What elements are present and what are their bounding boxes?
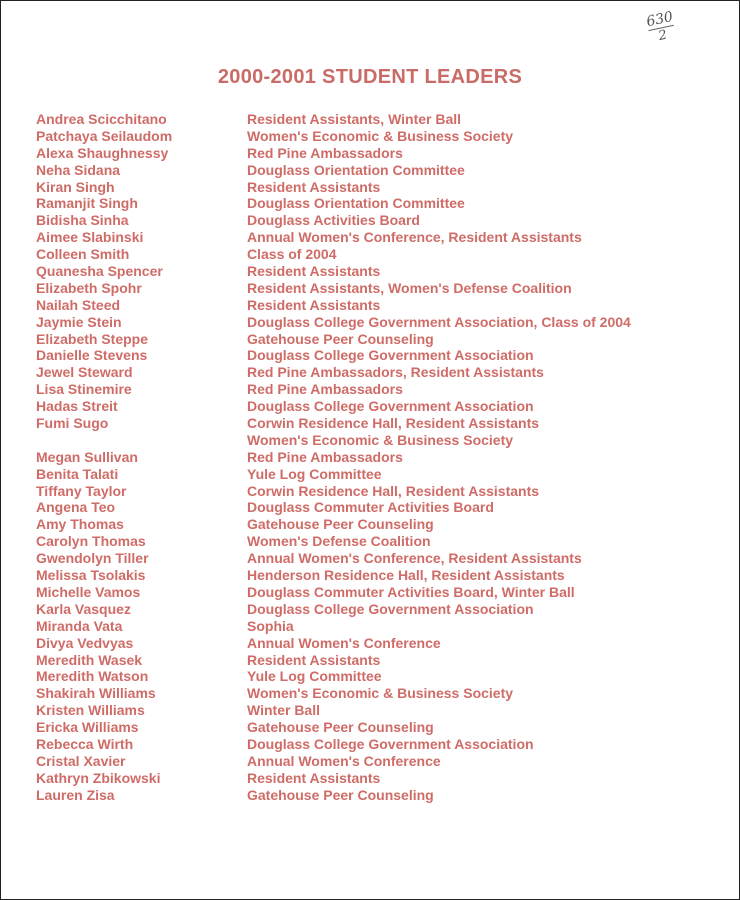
leader-organizations: Douglass Commuter Activities Board, Winter Ball	[247, 583, 575, 600]
leader-organizations: Gatehouse Peer Counseling	[247, 786, 434, 803]
leader-name: Colleen Smith	[36, 246, 130, 263]
leader-organizations: Douglass College Government Association, Class of 2004	[247, 313, 631, 330]
leader-row	[36, 770, 716, 787]
leader-name: Tiffany Taylor	[36, 482, 127, 499]
leader-row	[36, 246, 716, 263]
leader-organizations: Douglass College Government Association	[247, 347, 534, 364]
leader-name: Carolyn Thomas	[36, 533, 146, 550]
leader-row	[36, 229, 716, 246]
leader-organizations: Annual Women's Conference, Resident Assistants	[247, 229, 582, 246]
leader-row	[36, 145, 716, 162]
leader-name: Megan Sullivan	[36, 448, 138, 465]
leader-row	[36, 668, 716, 685]
leader-organizations: Gatehouse Peer Counseling	[247, 516, 434, 533]
leader-name: Elizabeth Spohr	[36, 279, 142, 296]
leader-name: Fumi Sugo	[36, 415, 109, 432]
leader-name: Danielle Stevens	[36, 347, 148, 364]
leader-organizations: Resident Assistants	[247, 651, 381, 668]
leader-row	[36, 297, 716, 314]
leader-row	[36, 567, 716, 584]
leader-row	[36, 499, 716, 516]
leader-row	[36, 736, 716, 753]
leader-organizations: Douglass Orientation Committee	[247, 195, 465, 212]
leader-row	[36, 635, 716, 652]
leader-row	[36, 381, 716, 398]
leader-name: Neha Sidana	[36, 161, 121, 178]
leader-name: Lisa Stinemire	[36, 381, 132, 398]
leader-organizations: Gatehouse Peer Counseling	[247, 330, 434, 347]
leader-row	[36, 331, 716, 348]
leader-name: Cristal Xavier	[36, 752, 126, 769]
leader-name: Kiran Singh	[36, 178, 115, 195]
leader-row	[36, 162, 716, 179]
leader-row	[36, 550, 716, 567]
leader-name: Bidisha Sinha	[36, 212, 129, 229]
leader-organizations: Corwin Residence Hall, Resident Assistants	[247, 415, 540, 432]
leader-row	[36, 432, 716, 449]
leader-row	[36, 652, 716, 669]
leader-name: Divya Vedvyas	[36, 634, 134, 651]
leader-organizations: Women's Economic & Business Society	[247, 431, 514, 448]
leader-row	[36, 601, 716, 618]
leader-name: Quanesha Spencer	[36, 263, 163, 280]
leader-name: Hadas Streit	[36, 398, 118, 415]
page-number-denominator: 2	[657, 27, 669, 44]
leader-row	[36, 516, 716, 533]
leader-organizations: Resident Assistants, Women's Defense Coalition	[247, 279, 572, 296]
leader-row	[36, 618, 716, 635]
leader-row	[36, 263, 716, 280]
leader-organizations: Douglass Commuter Activities Board	[247, 499, 494, 516]
leader-organizations: Annual Women's Conference	[247, 752, 441, 769]
leader-organizations: Yule Log Committee	[247, 668, 382, 685]
leader-name: Rebecca Wirth	[36, 735, 134, 752]
leader-name: Patchaya Seilaudom	[36, 127, 173, 144]
leader-organizations: Gatehouse Peer Counseling	[247, 719, 434, 736]
leader-name: Melissa Tsolakis	[36, 567, 146, 584]
leader-organizations: Yule Log Committee	[247, 465, 382, 482]
leader-name: Jaymie Stein	[36, 313, 122, 330]
leader-row	[36, 179, 716, 196]
leader-name: Gwendolyn Tiller	[36, 550, 149, 567]
leader-row	[36, 719, 716, 736]
leader-organizations: Douglass Orientation Committee	[247, 161, 465, 178]
leader-organizations: Class of 2004	[247, 246, 337, 263]
leader-organizations: Winter Ball	[247, 702, 320, 719]
leader-row	[36, 702, 716, 719]
leader-organizations: Henderson Residence Hall, Resident Assistants	[247, 567, 565, 584]
leader-name: Jewel Steward	[36, 364, 133, 381]
leader-name: Miranda Vata	[36, 617, 123, 634]
leader-organizations: Red Pine Ambassadors	[247, 381, 403, 398]
leader-organizations: Annual Women's Conference, Resident Assistants	[247, 550, 582, 567]
leader-row	[36, 787, 716, 804]
leader-organizations: Red Pine Ambassadors, Resident Assistants	[247, 364, 544, 381]
leader-row	[36, 685, 716, 702]
leader-organizations: Women's Defense Coalition	[247, 533, 431, 550]
leader-row	[36, 483, 716, 500]
leader-name: Kristen Williams	[36, 702, 145, 719]
leader-row	[36, 314, 716, 331]
page-title: 2000-2001 STUDENT LEADERS	[217, 66, 523, 88]
leader-row	[36, 466, 716, 483]
leader-row	[36, 212, 716, 229]
leader-organizations: Douglass Activities Board	[247, 212, 420, 229]
leader-organizations: Resident Assistants	[247, 263, 381, 280]
leader-row	[36, 347, 716, 364]
leader-row	[36, 128, 716, 145]
leader-name: Amy Thomas	[36, 516, 124, 533]
leader-row	[36, 449, 716, 466]
leader-row	[36, 753, 716, 770]
leader-row	[36, 280, 716, 297]
leader-organizations: Corwin Residence Hall, Resident Assistants	[247, 482, 540, 499]
leader-name: Meredith Wasek	[36, 651, 143, 668]
leader-name: Meredith Watson	[36, 668, 149, 685]
leader-name: Lauren Zisa	[36, 786, 115, 803]
leader-name: Ramanjit Singh	[36, 195, 138, 212]
student-leaders-list	[36, 111, 716, 804]
leader-organizations: Resident Assistants	[247, 296, 381, 313]
leader-organizations: Douglass College Government Association	[247, 735, 534, 752]
leader-organizations: Red Pine Ambassadors	[247, 448, 403, 465]
leader-row	[36, 195, 716, 212]
leader-organizations: Douglass College Government Association	[247, 600, 534, 617]
leader-organizations: Annual Women's Conference	[247, 634, 441, 651]
leader-row	[36, 584, 716, 601]
leader-name: Angena Teo	[36, 499, 116, 516]
leader-organizations: Resident Assistants	[247, 178, 381, 195]
leader-name: Ericka Williams	[36, 719, 139, 736]
leader-row	[36, 364, 716, 381]
leader-name: Elizabeth Steppe	[36, 330, 149, 347]
leader-row	[36, 415, 716, 432]
leader-organizations: Resident Assistants, Winter Ball	[247, 111, 462, 127]
leader-name: Shakirah Williams	[36, 685, 156, 702]
leader-name: Andrea Scicchitano	[36, 111, 167, 127]
leader-organizations: Women's Economic & Business Society	[247, 685, 514, 702]
leader-name: Kathryn Zbikowski	[36, 769, 161, 786]
leader-organizations: Women's Economic & Business Society	[247, 127, 514, 144]
leader-organizations: Douglass College Government Association	[247, 398, 534, 415]
page-number-numerator: 630	[645, 8, 675, 31]
leader-organizations: Red Pine Ambassadors	[247, 144, 403, 161]
leader-name: Michelle Vamos	[36, 583, 141, 600]
leader-name: Alexa Shaughnessy	[36, 144, 169, 161]
leader-row	[36, 111, 716, 128]
leader-name: Benita Talati	[36, 465, 119, 482]
leader-row	[36, 533, 716, 550]
leader-name: Nailah Steed	[36, 296, 121, 313]
leader-name: Karla Vasquez	[36, 600, 131, 617]
leader-name: Aimee Slabinski	[36, 229, 144, 246]
leader-organizations: Resident Assistants	[247, 769, 381, 786]
leader-row	[36, 398, 716, 415]
leader-organizations: Sophia	[247, 617, 294, 634]
